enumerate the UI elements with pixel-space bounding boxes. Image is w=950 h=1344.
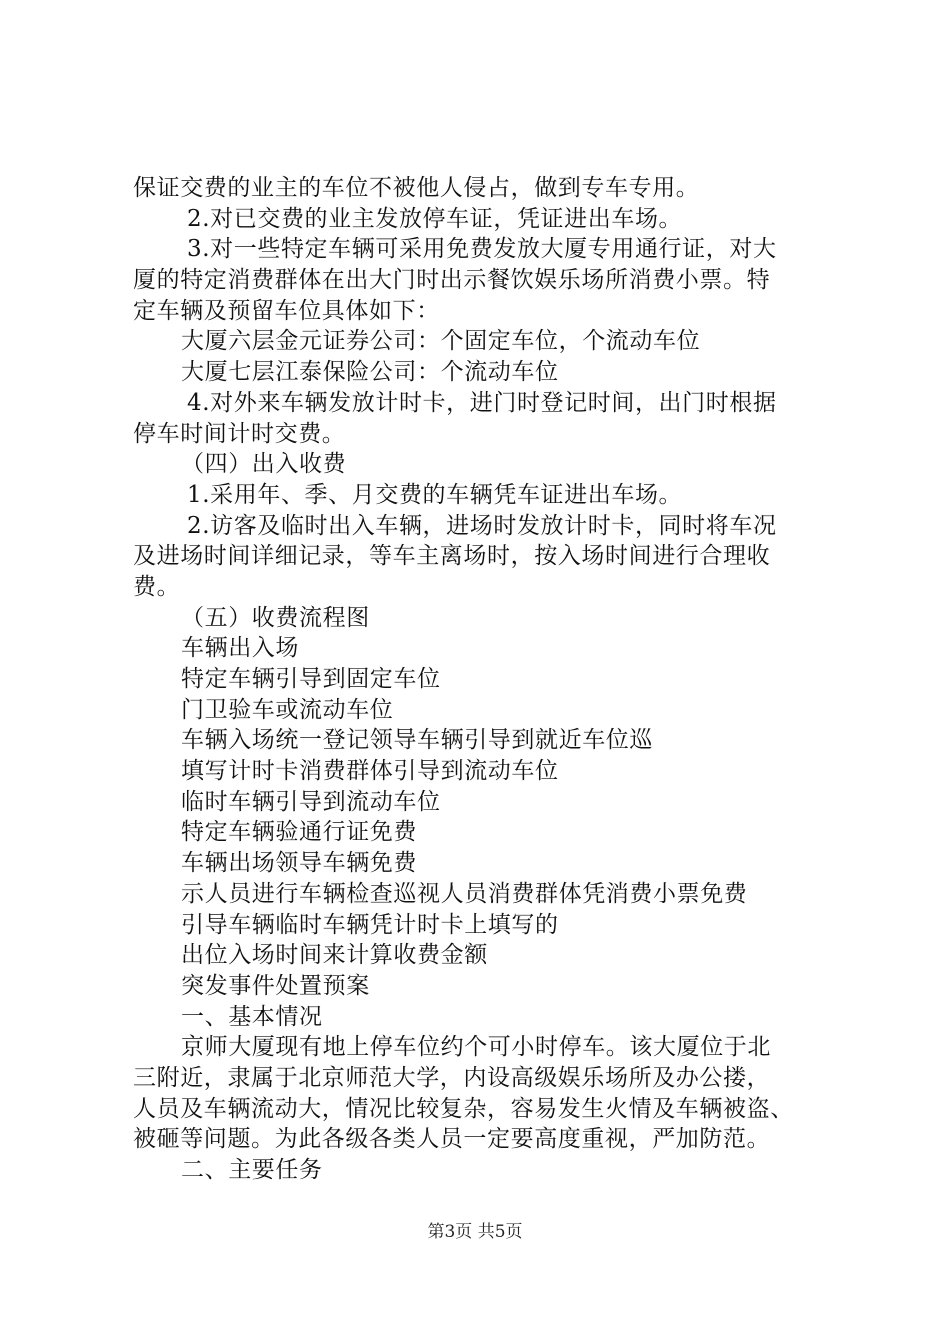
text-line: 特定车辆引导到固定车位 [181, 666, 441, 692]
text-line: 一、基本情况 [181, 1003, 323, 1030]
text-line: 停车时间计时交费。 [133, 420, 346, 447]
text-line: （四）出入收费 [181, 451, 347, 478]
text-line: 2.访客及临时出入车辆，进场时发放计时卡，同时将车况 [187, 512, 777, 539]
text-line: 1.采用年、季、月交费的车辆凭车证进出车场。 [187, 481, 683, 508]
document-body [133, 173, 833, 1186]
text-line: 4.对外来车辆发放计时卡，进门时登记时间，出门时根据 [187, 389, 777, 416]
text-line: 车辆入场统一登记领导车辆引导到就近车位巡 [181, 727, 653, 754]
text-line: 三附近，隶属于北京师范大学，内设高级娱乐场所及办公搂， [133, 1064, 771, 1091]
text-line: 引导车辆临时车辆凭计时卡上填写的 [181, 911, 559, 938]
text-line: 大厦六层金元证券公司：个固定车位，个流动车位 [181, 328, 701, 355]
text-line: 京师大厦现有地上停车位约个可小时停车。该大厦位于北 [181, 1034, 771, 1061]
text-line: 保证交费的业主的车位不被他人侵占，做到专车专用。 [133, 175, 700, 201]
text-line: 费。 [133, 573, 181, 600]
text-line: 2.对已交费的业主发放停车证，凭证进出车场。 [187, 205, 683, 232]
text-line: （五）收费流程图 [181, 604, 370, 631]
text-line: 被砸等问题。为此各级各类人员一定要高度重视，严加防范。 [133, 1126, 771, 1153]
text-line: 3.对一些特定车辆可采用免费发放大厦专用通行证，对大 [187, 236, 777, 263]
text-line: 特定车辆验通行证免费 [181, 819, 417, 846]
text-line: 人员及车辆流动大，情况比较复杂，容易发生火情及车辆被盗、 [133, 1095, 794, 1122]
text-line: 车辆出场领导车辆免费 [181, 850, 417, 877]
text-line: 大厦七层江泰保险公司：个流动车位 [181, 359, 559, 386]
text-line: 定车辆及预留车位具体如下： [133, 297, 440, 324]
text-line: 突发事件处置预案 [181, 972, 370, 999]
text-line: 厦的特定消费群体在出大门时出示餐饮娱乐场所消费小票。特 [133, 267, 771, 294]
text-line: 二、主要任务 [181, 1157, 323, 1183]
text-line: 示人员进行车辆检查巡视人员消费群体凭消费小票免费 [181, 880, 748, 907]
page-number-footer: 第3页 共5页 [427, 1222, 523, 1242]
text-line: 填写计时卡消费群体引导到流动车位 [181, 758, 559, 785]
text-line: 车辆出入场 [181, 635, 299, 662]
text-line: 门卫验车或流动车位 [181, 696, 394, 723]
text-line: 临时车辆引导到流动车位 [181, 788, 441, 815]
text-line: 及进场时间详细记录，等车主离场时，按入场时间进行合理收 [133, 543, 771, 570]
text-line: 出位入场时间来计算收费金额 [181, 942, 488, 969]
